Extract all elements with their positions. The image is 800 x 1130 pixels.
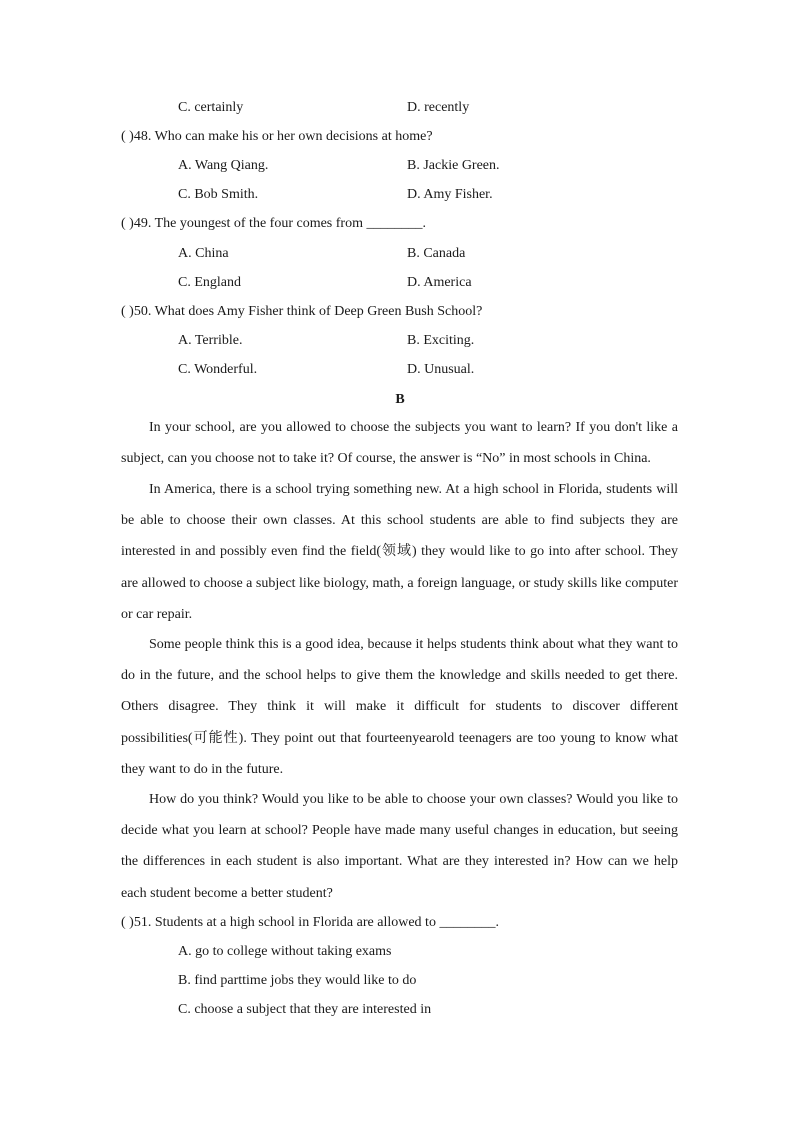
question-49-stem: ( )49. The youngest of the four comes from ________. xyxy=(121,216,426,231)
option-b-q48: B. Jackie Green. xyxy=(407,158,500,173)
option-a-q49: A. China xyxy=(178,246,229,261)
option-d-q48: D. Amy Fisher. xyxy=(407,187,493,202)
option-d-q50: D. Unusual. xyxy=(407,362,475,377)
option-c-q48: C. Bob Smith. xyxy=(178,187,259,202)
option-a-q51: A. go to college without taking exams xyxy=(178,944,392,959)
passage-paragraph-1: In your school, are you allowed to choose the subjects you want to learn? If you don't like a subject, can you choose not to take it? Of course, the answer is “No” in most schools in China. xyxy=(121,420,678,467)
section-b-heading: B xyxy=(395,392,405,407)
passage-paragraph-2: In America, there is a school trying something new. At a high school in Florida, students will be able to choose their own classes. At this school students are able to find subjects they are interested in and possibly even find the field(领域) they would like to go into after school. They are allowed to choose a subject like biology, math, a foreign language, or study skills like computer or car repair. xyxy=(121,482,678,622)
option-a-q48: A. Wang Qiang. xyxy=(178,158,269,173)
option-b-q49: B. Canada xyxy=(407,246,466,261)
option-c-q50: C. Wonderful. xyxy=(178,362,258,377)
option-c-q47: C. certainly xyxy=(178,100,244,115)
option-b-q50: B. Exciting. xyxy=(407,333,475,348)
option-d-q49: D. America xyxy=(407,275,472,290)
option-b-q51: B. find parttime jobs they would like to do xyxy=(178,973,417,988)
option-c-q51: C. choose a subject that they are interested in xyxy=(178,1002,432,1017)
option-a-q50: A. Terrible. xyxy=(178,333,243,348)
question-51-stem: ( )51. Students at a high school in Florida are allowed to ________. xyxy=(121,915,499,930)
option-c-q49: C. England xyxy=(178,275,241,290)
question-48-stem: ( )48. Who can make his or her own decisions at home? xyxy=(121,129,433,144)
option-d-q47: D. recently xyxy=(407,100,470,115)
question-50-stem: ( )50. What does Amy Fisher think of Deep Green Bush School? xyxy=(121,304,483,319)
passage-paragraph-3: Some people think this is a good idea, because it helps students think about what they want to do in the future, and the school helps to give them the knowledge and skills needed to get there. Others disagree. They think it will make it difficult for students to discover different possibilities(可能性). They point out that fourteenyearold teenagers are too young to know what they want to do in the future. xyxy=(121,637,678,777)
passage-paragraph-4: How do you think? Would you like to be able to choose your own classes? Would you like to decide what you learn at school? People have made many useful changes in education, but seeing the differences in each student is also important. What are they interested in? How can we help each student become a better student? xyxy=(121,792,678,901)
